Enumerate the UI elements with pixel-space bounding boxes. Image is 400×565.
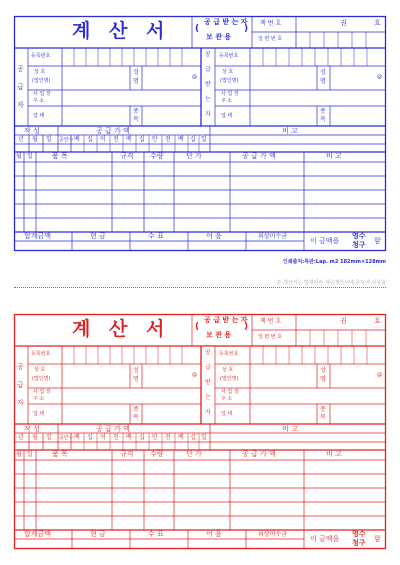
- supplier-business-label: 업 태: [33, 113, 45, 119]
- this-amount-label: 이 금액을: [310, 237, 340, 245]
- supplier-company-label: 상 호: [34, 69, 46, 75]
- day-col: 일: [46, 136, 52, 143]
- receipt-label: 영수: [352, 530, 366, 538]
- supplier-reg-label: 등록번호: [31, 351, 51, 357]
- item-remark-header: 비 고: [326, 450, 342, 458]
- supplier-address-label-2: 주 소: [33, 98, 45, 104]
- digit-col-1: 백: [74, 136, 80, 143]
- receiver-reg-label: 등록번호: [219, 53, 239, 59]
- item-month-header: 월: [16, 153, 22, 160]
- receiver-item-label-1: 종: [320, 108, 326, 115]
- item-month-header: 월: [16, 451, 22, 458]
- digit-col-7: 만: [152, 434, 158, 441]
- remark-label: 비 고: [282, 425, 298, 433]
- paren-open: (: [195, 24, 200, 34]
- digit-col-8: 천: [165, 434, 171, 441]
- digit-col-11: 일: [201, 434, 207, 441]
- receiver-side-5: 자: [205, 409, 211, 416]
- receiver-side-1: 공: [205, 51, 211, 58]
- supplier-address-label-1: 사 업 장: [33, 389, 51, 395]
- digit-col-11: 일: [201, 136, 207, 143]
- blank-count-col: 공란수: [59, 137, 74, 143]
- digit-col-6: 십: [139, 136, 145, 143]
- item-day-header: 일: [27, 451, 33, 458]
- ho-label: 호: [374, 19, 381, 27]
- item-name-header: 품 목: [52, 450, 68, 458]
- item-qty-header: 수량: [150, 450, 164, 458]
- keep-label: 보 관 용: [206, 33, 232, 41]
- supply-value-label: 공 급 가 액: [96, 425, 130, 433]
- supplier-name-label-1: 성: [133, 367, 139, 374]
- receiver-name-label-1: 성: [320, 69, 326, 76]
- serial-no-label: 일 련 번 호: [258, 334, 283, 340]
- receiver-company-label: 상 호: [222, 367, 234, 373]
- item-unit-price-header: 단 가: [186, 152, 202, 160]
- paren-open: (: [195, 322, 200, 332]
- receiver-company-sub: (법인명): [220, 78, 239, 84]
- digit-col-3: 억: [100, 434, 106, 441]
- credit-label: 외상미수금: [258, 233, 287, 240]
- digit-col-3: 억: [100, 136, 106, 143]
- supplier-seal: @: [192, 74, 197, 80]
- digit-col-5: 백: [126, 136, 132, 143]
- receiver-side-2: 급: [205, 66, 211, 73]
- receiver-business-label: 업 태: [221, 411, 233, 417]
- item-remark-header: 비 고: [326, 152, 342, 160]
- claim-label: 청구: [352, 241, 366, 249]
- paren-close: ): [244, 322, 249, 332]
- form-title: 계 산 서: [72, 318, 171, 340]
- receipt-label: 영수: [352, 232, 366, 240]
- date-written-label: 작 성: [24, 127, 40, 135]
- promissory-note-label: 어 음: [206, 232, 222, 240]
- promissory-note-label: 어 음: [206, 530, 222, 538]
- day-col: 일: [46, 434, 52, 441]
- receiver-reg-label: 등록번호: [219, 351, 239, 357]
- receiver-side-4: 는: [205, 96, 211, 103]
- check-label: 수 표: [148, 232, 164, 240]
- supplier-reg-boxes: [74, 48, 182, 66]
- receiver-side-4: 는: [205, 394, 211, 401]
- total-amount-label: 합계금액: [24, 232, 52, 240]
- gwon-label: 권: [340, 317, 347, 325]
- receiver-reg-boxes: [263, 346, 367, 364]
- digit-col-9: 백: [178, 136, 184, 143]
- ham-label: 함: [374, 535, 381, 543]
- paren-close: ): [244, 24, 249, 34]
- receiver-copy-label: 공 급 받 는 자: [204, 316, 248, 324]
- serial-no-label: 일 련 번 호: [258, 36, 283, 42]
- form-title: 계 산 서: [72, 20, 171, 42]
- receiver-item-label-2: 목: [320, 116, 326, 123]
- supplier-item-label-1: 종: [133, 108, 139, 115]
- receiver-side-1: 공: [205, 349, 211, 356]
- blank-count-col: 공란수: [59, 435, 74, 441]
- digit-col-8: 천: [165, 136, 171, 143]
- ho-label: 호: [374, 317, 381, 325]
- claim-label: 청구: [352, 539, 366, 547]
- digit-col-1: 백: [74, 434, 80, 441]
- receiver-name-label-2: 명: [320, 78, 326, 85]
- receiver-seal: @: [377, 372, 382, 378]
- item-spec-header: 규격: [120, 152, 134, 160]
- supplier-name-label-2: 명: [133, 376, 139, 383]
- invoice-form-blue-copy: [14, 16, 386, 256]
- receiver-item-label-1: 종: [320, 406, 326, 413]
- item-supply-value-header: 공 급 가 액: [242, 450, 276, 458]
- receiver-name-label-2: 명: [320, 376, 326, 383]
- supplier-name-label-1: 성: [133, 69, 139, 76]
- check-label: 수 표: [148, 530, 164, 538]
- receiver-side-5: 자: [205, 111, 211, 118]
- supplier-reg-boxes: [74, 346, 182, 364]
- book-no-label: 책 번 호: [260, 20, 282, 27]
- receiver-address-label-1: 사 업 장: [221, 91, 239, 97]
- header-serial-boxes: [310, 330, 366, 346]
- supplier-address-label-2: 주 소: [33, 396, 45, 402]
- supplier-company-sub: (법인명): [32, 376, 51, 382]
- digit-col-10: 십: [190, 434, 196, 441]
- supplier-side-2: 급: [17, 83, 24, 91]
- supplier-reg-label: 등록번호: [31, 53, 51, 59]
- supplier-side-3: 자: [17, 399, 24, 407]
- header-serial-boxes: [310, 32, 366, 48]
- digit-col-6: 십: [139, 434, 145, 441]
- digit-col-4: 천: [113, 136, 119, 143]
- receiver-address-label-2: 주 소: [221, 98, 233, 104]
- legal-note: 본 계산서는 법에따라 세금계산서에 준하여 사용함: [276, 280, 386, 286]
- print-spec-caption: 인쇄출처:특판:Lap. m2 182mm×128mm: [282, 259, 386, 265]
- ham-label: 함: [374, 237, 381, 245]
- form-grid: [14, 16, 386, 256]
- supplier-company-sub: (법인명): [32, 78, 51, 84]
- month-col: 월: [32, 136, 38, 143]
- item-name-header: 품 목: [52, 152, 68, 160]
- supplier-company-label: 상 호: [34, 367, 46, 373]
- form-grid: [14, 314, 386, 554]
- supplier-item-label-1: 종: [133, 406, 139, 413]
- supplier-side-3: 자: [17, 101, 24, 109]
- digit-col-5: 백: [126, 434, 132, 441]
- supplier-side-1: 공: [17, 65, 24, 73]
- remark-label: 비 고: [282, 127, 298, 135]
- receiver-copy-label: 공 급 받 는 자: [204, 18, 248, 26]
- year-col: 년: [18, 136, 24, 143]
- receiver-name-label-1: 성: [320, 367, 326, 374]
- cash-label: 현 금: [90, 232, 106, 240]
- credit-label: 외상미수금: [258, 531, 287, 538]
- item-supply-value-header: 공 급 가 액: [242, 152, 276, 160]
- keep-label: 보 관 용: [206, 331, 232, 339]
- digit-col-9: 백: [178, 434, 184, 441]
- item-day-header: 일: [27, 153, 33, 160]
- supplier-name-label-2: 명: [133, 78, 139, 85]
- receiver-side-3: 받: [205, 379, 211, 386]
- digit-col-7: 만: [152, 136, 158, 143]
- this-amount-label: 이 금액을: [310, 535, 340, 543]
- receiver-company-sub: (법인명): [220, 376, 239, 382]
- digit-col-4: 천: [113, 434, 119, 441]
- year-col: 년: [18, 434, 24, 441]
- cut-line: [14, 287, 386, 288]
- supplier-seal: @: [192, 372, 197, 378]
- invoice-form-red-copy: [14, 314, 386, 554]
- supplier-business-label: 업 태: [33, 411, 45, 417]
- digit-col-10: 십: [190, 136, 196, 143]
- receiver-item-label-2: 목: [320, 414, 326, 421]
- supply-value-label: 공 급 가 액: [96, 127, 130, 135]
- item-unit-price-header: 단 가: [186, 450, 202, 458]
- book-no-label: 책 번 호: [260, 318, 282, 325]
- receiver-address-label-1: 사 업 장: [221, 389, 239, 395]
- supplier-side-2: 급: [17, 381, 24, 389]
- date-written-label: 작 성: [24, 425, 40, 433]
- item-qty-header: 수량: [150, 152, 164, 160]
- supplier-side-1: 공: [17, 363, 24, 371]
- gwon-label: 권: [340, 19, 347, 27]
- digit-col-2: 십: [87, 434, 93, 441]
- item-spec-header: 규격: [120, 450, 134, 458]
- month-col: 월: [32, 434, 38, 441]
- supplier-item-label-2: 목: [133, 116, 139, 123]
- digit-col-2: 십: [87, 136, 93, 143]
- receiver-reg-boxes: [263, 48, 367, 66]
- supplier-address-label-1: 사 업 장: [33, 91, 51, 97]
- total-amount-label: 합계금액: [24, 530, 52, 538]
- receiver-seal: @: [377, 74, 382, 80]
- receiver-side-2: 급: [205, 364, 211, 371]
- receiver-side-3: 받: [205, 81, 211, 88]
- receiver-company-label: 상 호: [222, 69, 234, 75]
- supplier-item-label-2: 목: [133, 414, 139, 421]
- cash-label: 현 금: [90, 530, 106, 538]
- receiver-address-label-2: 주 소: [221, 396, 233, 402]
- receiver-business-label: 업 태: [221, 113, 233, 119]
